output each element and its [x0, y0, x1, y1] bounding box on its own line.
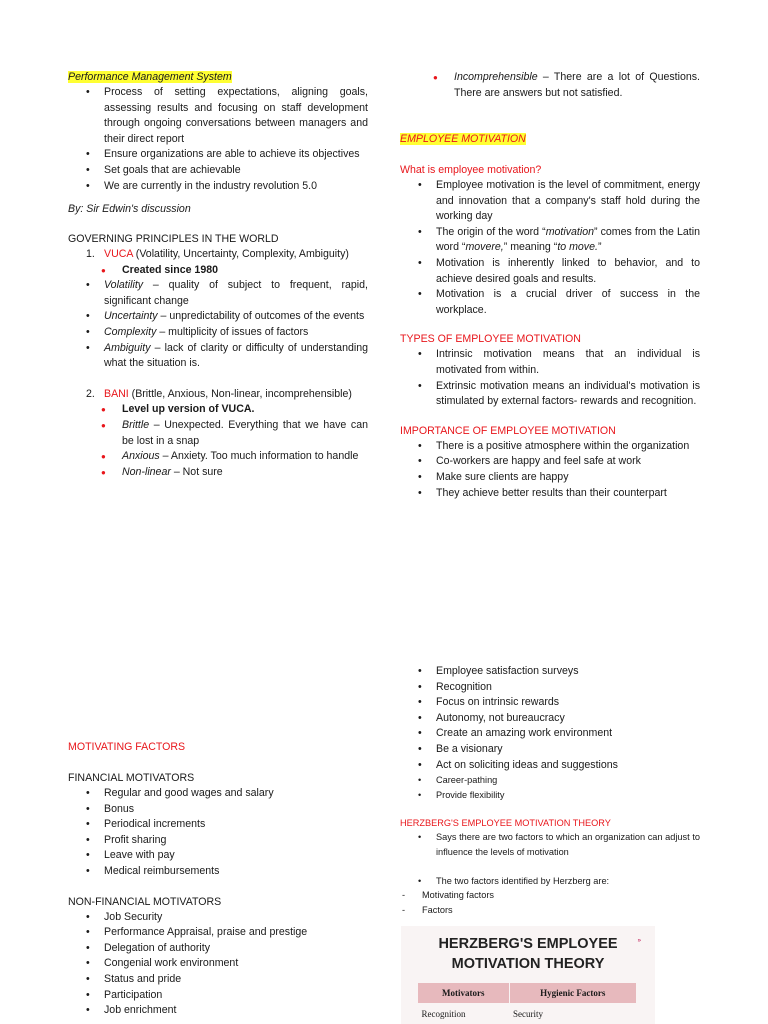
list-item: • There is a positive atmosphere within the organization [400, 439, 700, 455]
herzberg-heading: HERZBERG'S EMPLOYEE MOTIVATION THEORY [400, 818, 611, 828]
pms-section [68, 70, 368, 217]
list-item: • Says there are two factors to which an organization can adjust to influence the levels of motivation [400, 830, 700, 860]
list-item: • Co-workers are happy and feel safe at work [400, 454, 700, 470]
what-heading: What is employee motivation? [400, 164, 542, 176]
list-item: • Volatility – quality of subject to frequent, rapid, significant change [68, 278, 368, 309]
list-item: • Recognition [400, 680, 700, 696]
bani-label: BANI [104, 387, 129, 400]
list-item: ● Created since 1980 [68, 263, 368, 279]
nonfinancial-heading: NON-FINANCIAL MOTIVATORS [68, 895, 222, 908]
herzberg-list-2 [400, 874, 700, 889]
list-item: • Intrinsic motivation means that an individual is motivated from within. [400, 347, 700, 378]
vuca-item [68, 247, 368, 263]
list-item: • Participation [68, 988, 368, 1004]
importance-list [400, 439, 700, 501]
list-item: • Autonomy, not bureaucracy [400, 711, 700, 727]
list-item: • Motivation is a crucial driver of success in the workplace. [400, 287, 700, 318]
list-item: • Delegation of authority [68, 941, 368, 957]
principles-section [68, 232, 368, 480]
bani-desc: (Brittle, Anxious, Non-linear, incomprehensible) [128, 387, 352, 400]
list-item: • The two factors identified by Herzberg are: [400, 874, 700, 889]
list-item: • Ensure organizations are able to achieve its objectives [68, 147, 368, 163]
herzberg-list [400, 830, 700, 860]
vuca-label: VUCA [104, 248, 133, 260]
list-item: • Career-pathing [400, 773, 700, 788]
types-heading: TYPES OF EMPLOYEE MOTIVATION [400, 333, 581, 346]
list-item: • Act on soliciting ideas and suggestions [400, 758, 700, 774]
figure-table [417, 982, 637, 1024]
vuca-list [68, 247, 368, 263]
list-item: • Profit sharing [68, 833, 368, 849]
list-item: - Factors [402, 903, 700, 918]
list-item: • Job Security [68, 910, 368, 926]
list-item: • Medical reimbursements [68, 864, 368, 880]
table-cell: Security [509, 1004, 636, 1024]
table-header: Hygienic Factors [509, 983, 636, 1004]
list-item: • Leave with pay [68, 848, 368, 864]
list-item: • Regular and good wages and salary [68, 786, 368, 802]
list-item: • Motivation is inherently linked to behavior, and to achieve desired goals and results. [400, 256, 700, 287]
nonfinancial-list [68, 910, 368, 1019]
figure-title: HERZBERG'S EMPLOYEE MOTIVATION THEORY [438, 936, 618, 972]
types-list [400, 347, 700, 409]
table-header: Motivators [418, 983, 510, 1004]
ways-small-list [400, 773, 700, 803]
list-item: • Employee satisfaction surveys [400, 664, 700, 680]
byline: By: Sir Edwin's discussion [68, 203, 191, 216]
motivation-section [400, 132, 700, 501]
table-row [418, 1004, 637, 1024]
list-item: ● Brittle – Unexpected. Everything that we have can be lost in a snap [68, 418, 368, 449]
what-list [400, 178, 700, 318]
item-number: 1. [86, 248, 95, 260]
importance-heading: IMPORTANCE OF EMPLOYEE MOTIVATION [400, 424, 616, 437]
list-item: • Make sure clients are happy [400, 470, 700, 486]
ways-list [400, 664, 700, 773]
motivation-heading: EMPLOYEE MOTIVATION [400, 133, 526, 145]
list-item: • Focus on intrinsic rewards [400, 695, 700, 711]
herzberg-figure [401, 926, 655, 1024]
list-item: ● Incomprehensible – There are a lot of Questions. There are answers but not satisfied. [400, 70, 700, 101]
list-item: • Extrinsic motivation means an individual's motivation is stimulated by external factors- rewards and recognition. [400, 379, 700, 410]
vuca-desc: (Volatility, Uncertainty, Complexity, Ambiguity) [132, 248, 349, 260]
list-item: • We are currently in the industry revolution 5.0 [68, 179, 368, 195]
list-item: - Motivating factors [402, 888, 700, 903]
list-item: • Process of setting expectations, aligning goals, assessing results and focusing on staff development through ongoing conversations between managers and their direct report [68, 85, 368, 147]
pms-title: Performance Management System [68, 71, 232, 83]
financial-heading: FINANCIAL MOTIVATORS [68, 772, 195, 784]
financial-list [68, 786, 368, 880]
list-item: • Periodical increments [68, 817, 368, 833]
vuca-sub [68, 263, 368, 279]
list-item: • They achieve better results than their counterpart [400, 486, 700, 502]
list-item: • Performance Appraisal, praise and prestige [68, 925, 368, 941]
list-item: ● Level up version of VUCA. [68, 402, 368, 418]
bani-list [68, 387, 368, 403]
herzberg-section [400, 816, 700, 917]
list-item: • Create an amazing work environment [400, 726, 700, 742]
list-item: ● Anxious – Anxiety. Too much information to handle [68, 449, 368, 465]
list-item: ● Non-linear – Not sure [68, 465, 368, 481]
factors-heading: MOTIVATING FACTORS [68, 741, 186, 753]
list-item: • Congenial work environment [68, 956, 368, 972]
list-item: • Set goals that are achievable [68, 163, 368, 179]
ways-section [400, 664, 700, 803]
list-item: • The origin of the word “motivation” comes from the Latin word “movere,” meaning “to move.” [400, 225, 700, 256]
factors-section [68, 740, 368, 1019]
list-item: • Job enrichment [68, 1003, 368, 1019]
vuca-terms [68, 278, 368, 372]
principles-heading: GOVERNING PRINCIPLES IN THE WORLD [68, 233, 279, 245]
pms-list [68, 85, 368, 194]
list-item: • Be a visionary [400, 742, 700, 758]
item-number: 2. [86, 387, 95, 400]
list-item: • Uncertainty – unpredictability of outcomes of the events [68, 309, 368, 325]
herzberg-dash-list [402, 888, 700, 917]
bani-continued [400, 70, 700, 101]
bani-item [68, 387, 368, 403]
table-cell: Recognition [418, 1004, 510, 1024]
bani-terms [68, 402, 368, 480]
list-item: • Provide flexibility [400, 788, 700, 803]
figure-mark: » [637, 938, 641, 944]
list-item: • Complexity – multiplicity of issues of factors [68, 325, 368, 341]
list-item: • Status and pride [68, 972, 368, 988]
list-item: • Ambiguity – lack of clarity or difficulty of understanding what the situation is. [68, 341, 368, 372]
list-item: • Employee motivation is the level of commitment, energy and innovation that a company's staff hold during the working day [400, 178, 700, 225]
list-item: • Bonus [68, 802, 368, 818]
